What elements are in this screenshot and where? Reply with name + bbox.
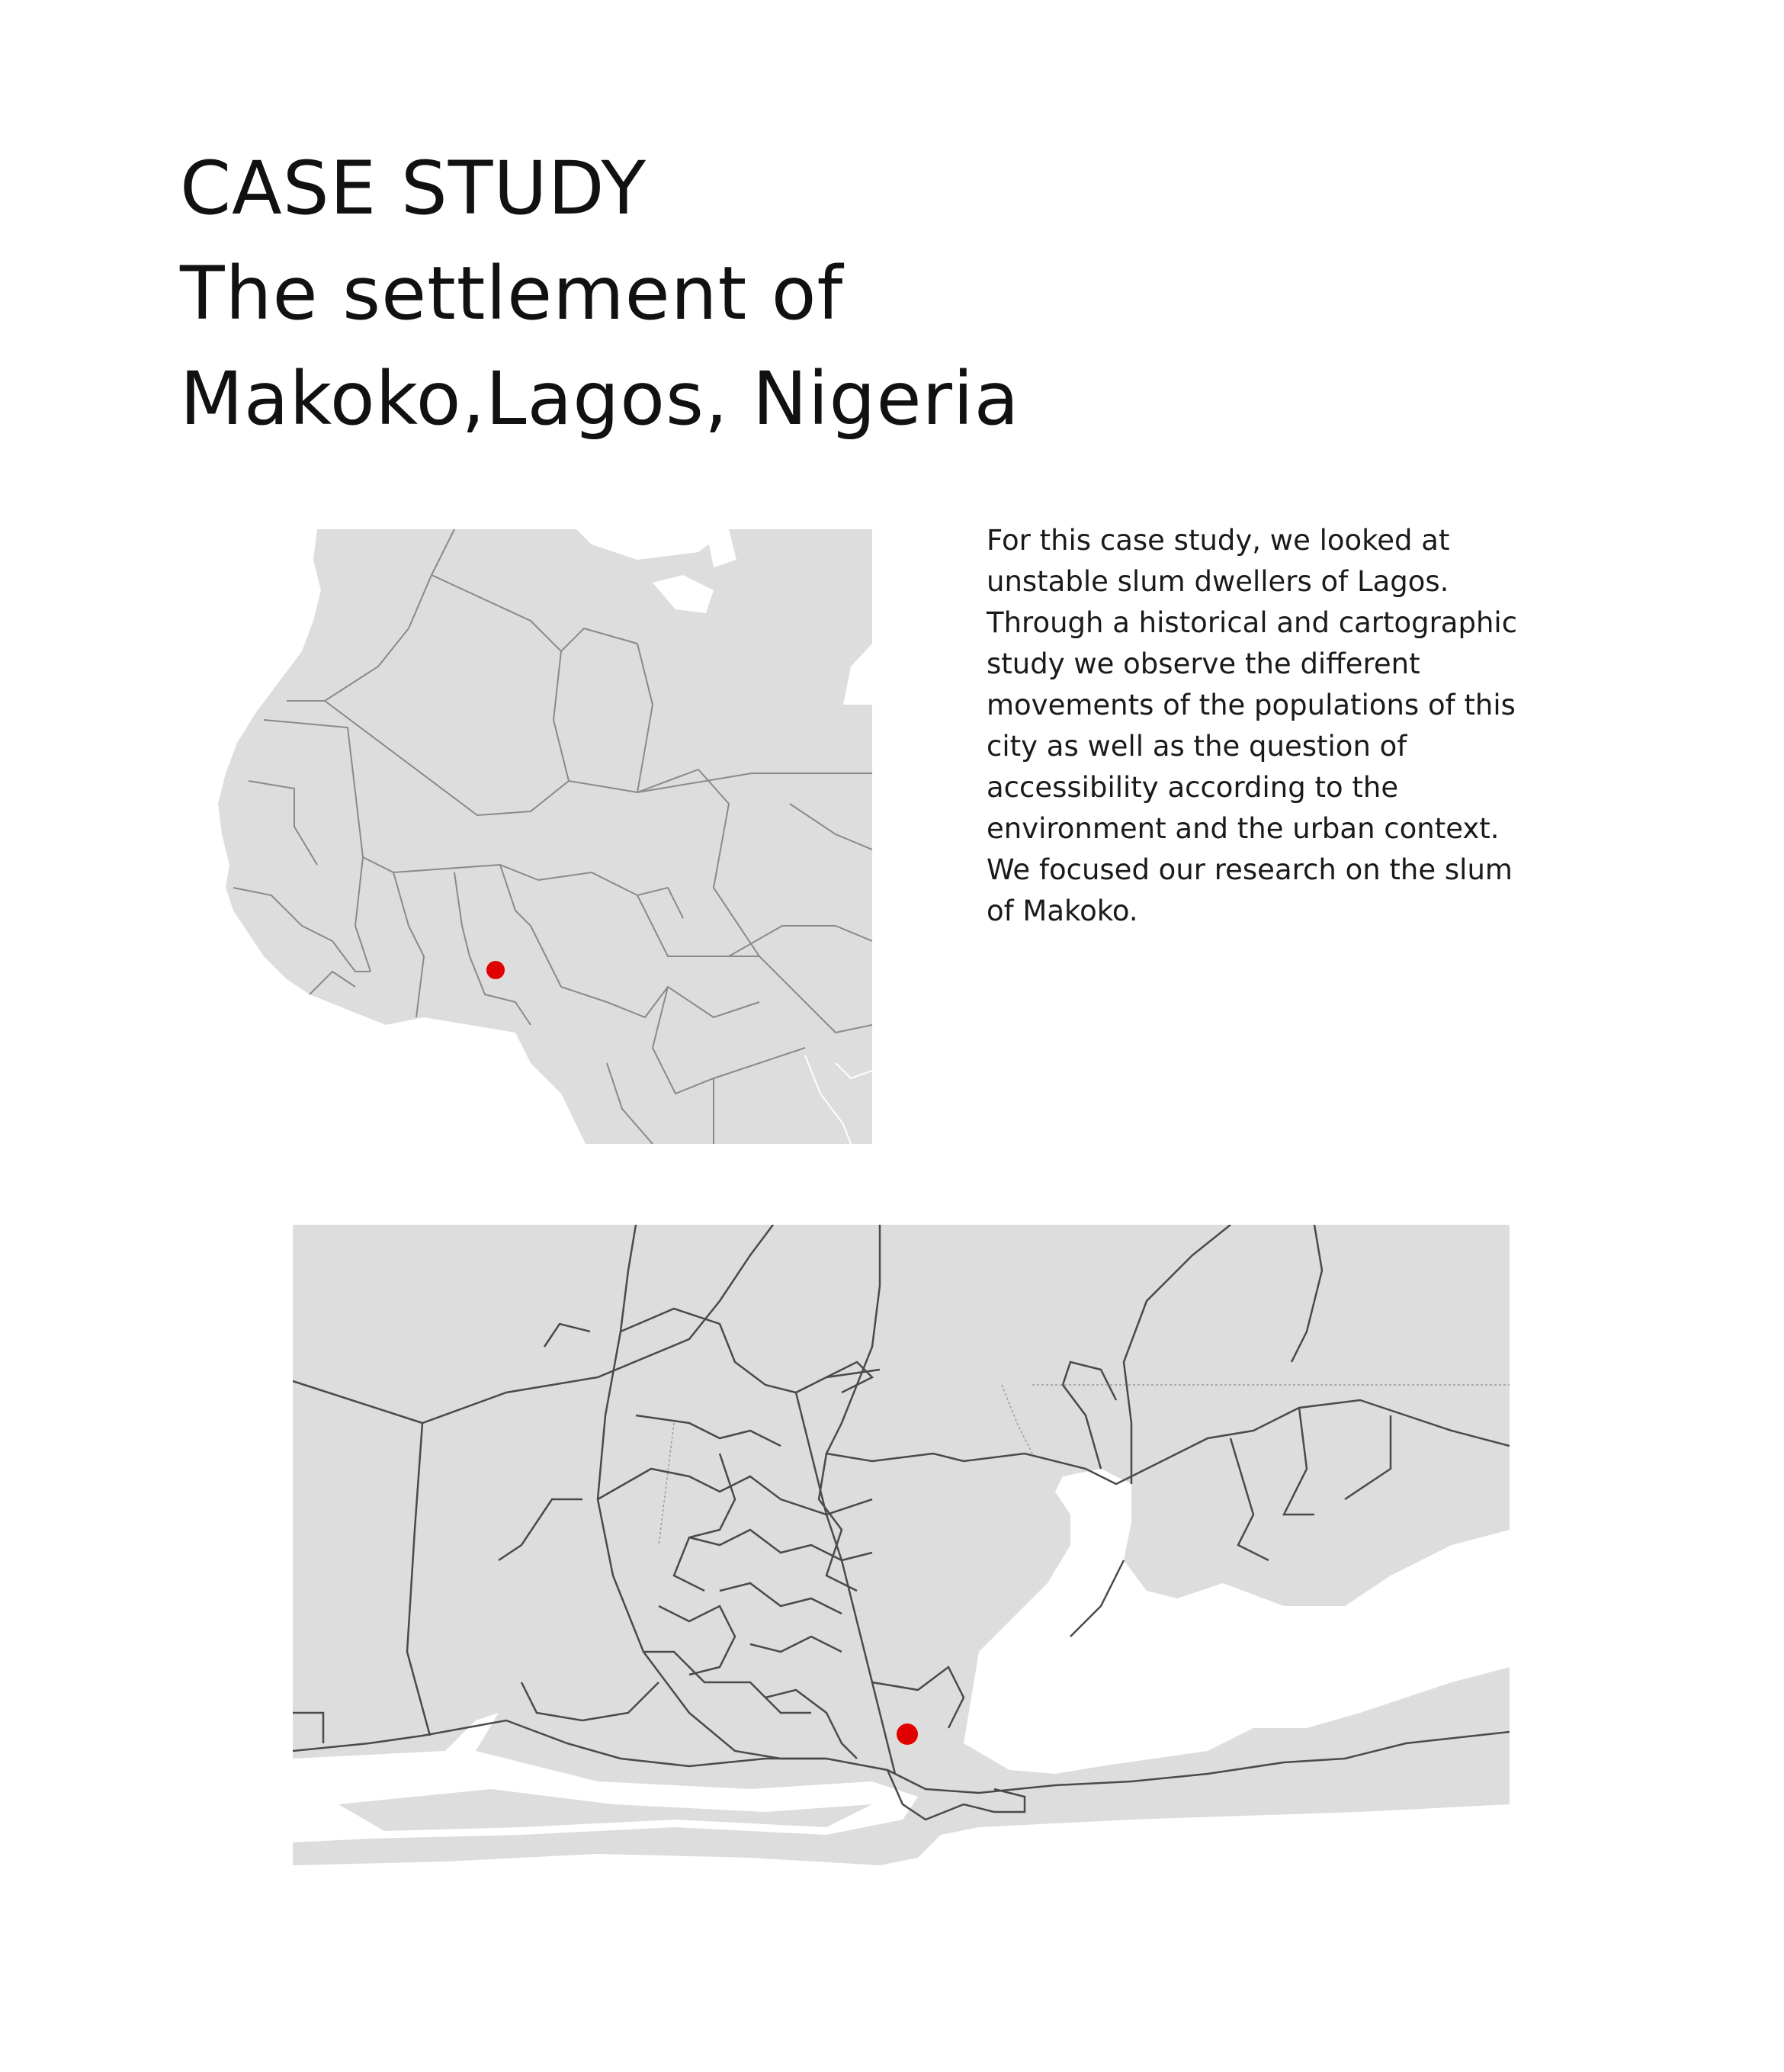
west-africa-map <box>180 529 872 1144</box>
lagos-road-map <box>293 1225 1510 1871</box>
description-focus: We focused our research on the slum of Makoko. <box>987 853 1513 927</box>
page-title <box>180 136 1019 451</box>
title-line-settlement: The settlement of <box>180 251 844 336</box>
description-paragraph: For this case study, we looked at unstable slum dwellers of Lagos. Through a historical and cartographic study we observe the different movements of the populations of this city as well as the question of accessibility according to the environment and the urban context. <box>987 524 1518 845</box>
case-study-description <box>987 520 1535 932</box>
title-line-location: Makoko,Lagos, Nigeria <box>180 356 1020 442</box>
title-line-case-study: CASE STUDY <box>180 146 647 231</box>
lagos-location-marker-africa <box>486 961 505 979</box>
makoko-location-marker <box>897 1723 918 1745</box>
